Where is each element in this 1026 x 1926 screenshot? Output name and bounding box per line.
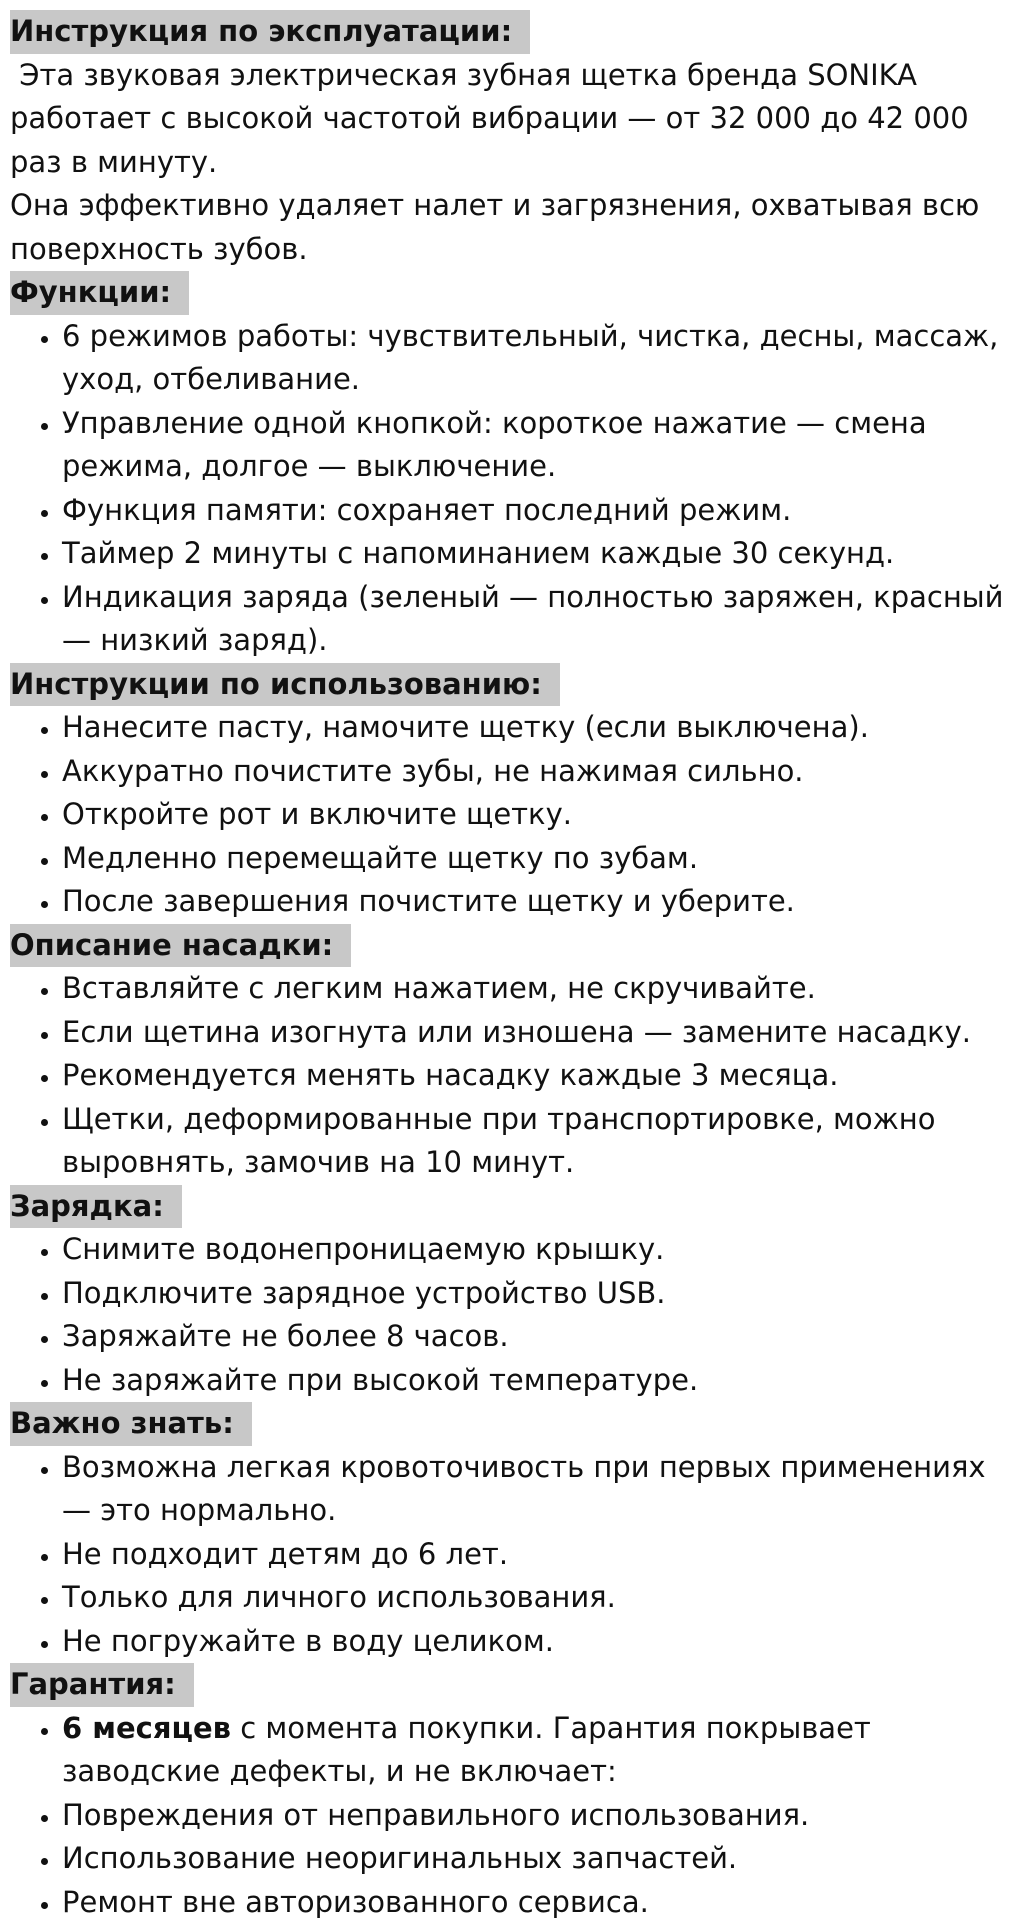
- list-item: • Заряжайте не более 8 часов.: [62, 1315, 1016, 1359]
- list-item: • Возможна легкая кровоточивость при первых применениях — это нормально.: [62, 1446, 1016, 1533]
- section-heading-functions: Функции:: [10, 271, 189, 315]
- warranty-period: 6 месяцев: [62, 1710, 231, 1745]
- list-item: • Функция памяти: сохраняет последний режим.: [62, 489, 1016, 533]
- list-item: • Только для личного использования.: [62, 1576, 1016, 1620]
- intro-paragraph-2: Она эффективно удаляет налет и загрязнения, охватывая всю поверхность зубов.: [10, 188, 989, 266]
- list-item: • Повреждения от неправильного использования.: [62, 1794, 1016, 1838]
- list-item: • Если щетина изогнута или изношена — замените насадку.: [62, 1011, 1016, 1055]
- list-item: • Не подходит детям до 6 лет.: [62, 1533, 1016, 1577]
- section-heading-important: Важно знать:: [10, 1402, 252, 1446]
- warranty-description: с момента покупки. Гарантия покрывает заводские дефекты, и не включает:: [62, 1710, 871, 1788]
- list-item: • 6 режимов работы: чувствительный, чистка, десны, массаж, уход, отбеливание.: [62, 315, 1016, 402]
- functions-list: [10, 315, 1016, 663]
- list-item: • Ремонт вне авторизованного сервиса.: [62, 1881, 1016, 1925]
- list-item: • Не заряжайте при высокой температуре.: [62, 1359, 1016, 1403]
- list-item: • Медленно перемещайте щетку по зубам.: [62, 837, 1016, 881]
- intro-paragraph-1: Эта звуковая электрическая зубная щетка бренда SONIKA работает с высокой частотой вибрации — от 32 000 до 42 000 раз в минуту.: [10, 57, 978, 179]
- usage-list: [10, 706, 1016, 924]
- list-item: • Использование неоригинальных запчастей.: [62, 1837, 1016, 1881]
- section-heading-usage: Инструкции по использованию:: [10, 663, 560, 707]
- important-list: [10, 1446, 1016, 1664]
- section-heading-warranty: Гарантия:: [10, 1663, 194, 1707]
- document-title: Инструкция по эксплуатации:: [10, 10, 530, 54]
- list-item: • Щетки, деформированные при транспортировке, можно выровнять, замочив на 10 минут.: [62, 1098, 1016, 1185]
- list-item: • Подключите зарядное устройство USB.: [62, 1272, 1016, 1316]
- list-item: • После завершения почистите щетку и уберите.: [62, 880, 1016, 924]
- list-item: [62, 1707, 1016, 1794]
- warranty-list: [10, 1707, 1016, 1925]
- list-item: • Аккуратно почистите зубы, не нажимая сильно.: [62, 750, 1016, 794]
- section-heading-brush-head: Описание насадки:: [10, 924, 351, 968]
- list-item: • Вставляйте с легким нажатием, не скручивайте.: [62, 967, 1016, 1011]
- list-item: • Индикация заряда (зеленый — полностью заряжен, красный — низкий заряд).: [62, 576, 1016, 663]
- list-item: • Управление одной кнопкой: короткое нажатие — смена режима, долгое — выключение.: [62, 402, 1016, 489]
- charging-list: [10, 1228, 1016, 1402]
- list-item: • Рекомендуется менять насадку каждые 3 месяца.: [62, 1054, 1016, 1098]
- list-item: • Таймер 2 минуты с напоминанием каждые 30 секунд.: [62, 532, 1016, 576]
- list-item: • Нанесите пасту, намочите щетку (если выключена).: [62, 706, 1016, 750]
- list-item: • Откройте рот и включите щетку.: [62, 793, 1016, 837]
- section-heading-charging: Зарядка:: [10, 1185, 182, 1229]
- list-item: • Снимите водонепроницаемую крышку.: [62, 1228, 1016, 1272]
- brush-head-list: [10, 967, 1016, 1185]
- list-item: • Не погружайте в воду целиком.: [62, 1620, 1016, 1664]
